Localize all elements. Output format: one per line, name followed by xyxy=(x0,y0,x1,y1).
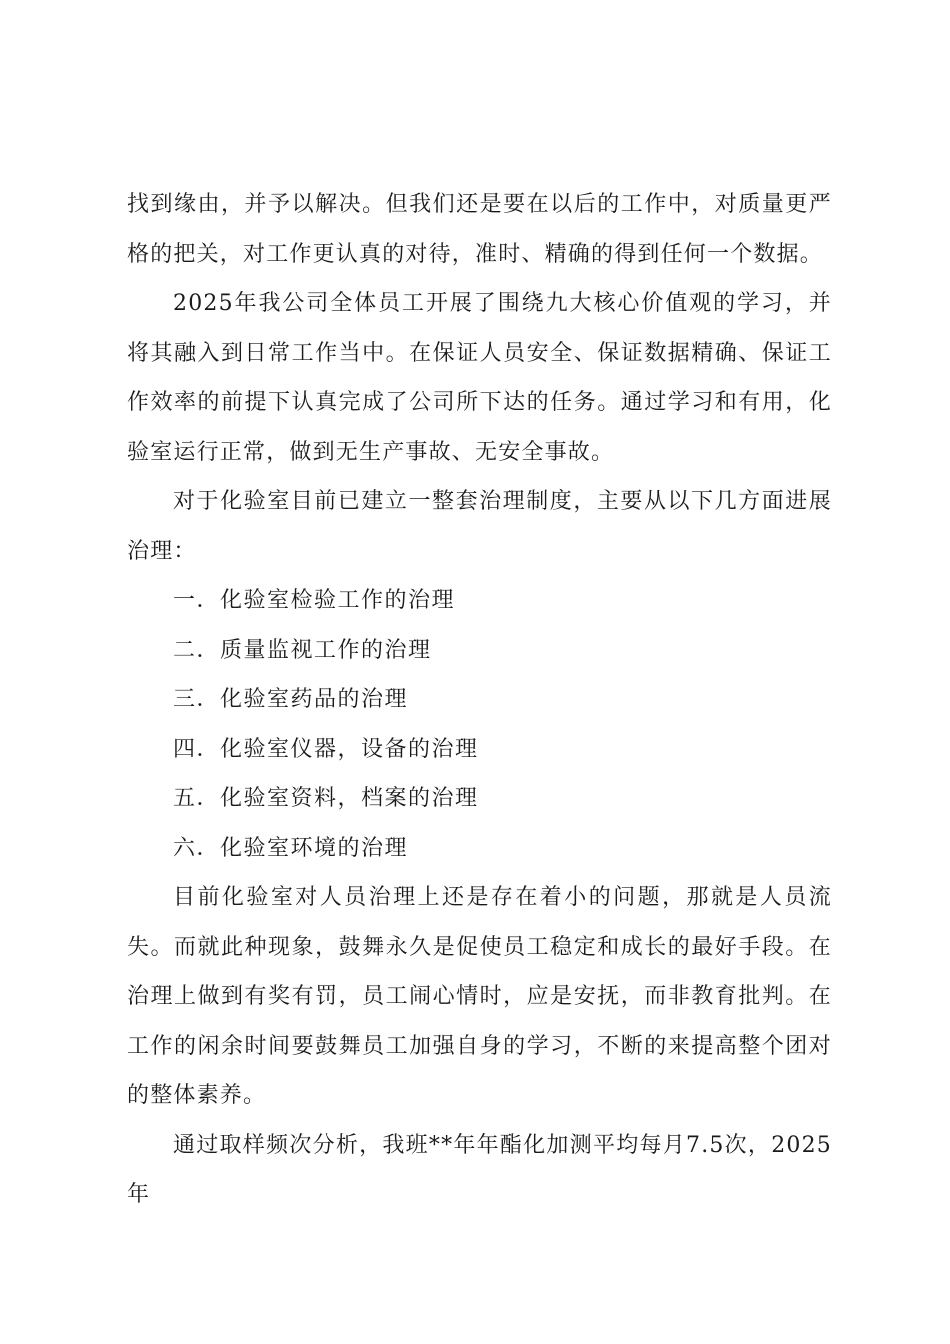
list-item: 四．化验室仪器，设备的治理 xyxy=(173,736,479,762)
paragraph-sampling-analysis: 通过取样频次分析，我班**年年酯化加测平均每月7.5次，2025年 xyxy=(127,1132,832,1207)
paragraph-values-study: 2025年我公司全体员工开展了围绕九大核心价值观的学习，并将其融入到日常工作当中。在保证人员安全、保证数据精确、保证工作效率的前提下认真完成了公司所下达的任务。通过学习和有用，化验室运行正常，做到无生产事故、无安全事故。 xyxy=(127,291,832,465)
list-item: 三．化验室药品的治理 xyxy=(173,687,409,712)
paragraph-continuation: 找到缘由，并予以解决。但我们还是要在以后的工作中，对质量更严格的把关，对工作更认真的对待，准时、精确的得到任何一个数据。 xyxy=(127,192,832,267)
list-item: 一．化验室检验工作的治理 xyxy=(173,588,456,613)
paragraph-management-system: 对于化验室目前已建立一整套治理制度，主要从以下几方面进展治理： xyxy=(127,489,832,564)
list-item: 二．质量监视工作的治理 xyxy=(173,637,432,663)
management-list xyxy=(127,576,832,873)
list-item: 五．化验室资料，档案的治理 xyxy=(173,786,479,811)
list-item: 六．化验室环境的治理 xyxy=(173,835,409,861)
paragraph-staff-issues: 目前化验室对人员治理上还是存在着小的问题，那就是人员流失。而就此种现象，鼓舞永久是促使员工稳定和成长的最好手段。在治理上做到有奖有罚，员工闹心情时，应是安抚，而非教育批判。在工作的闲余时间要鼓舞员工加强自身的学习，不断的来提高整个团对的整体素养。 xyxy=(127,885,832,1108)
document-body xyxy=(127,180,832,1220)
